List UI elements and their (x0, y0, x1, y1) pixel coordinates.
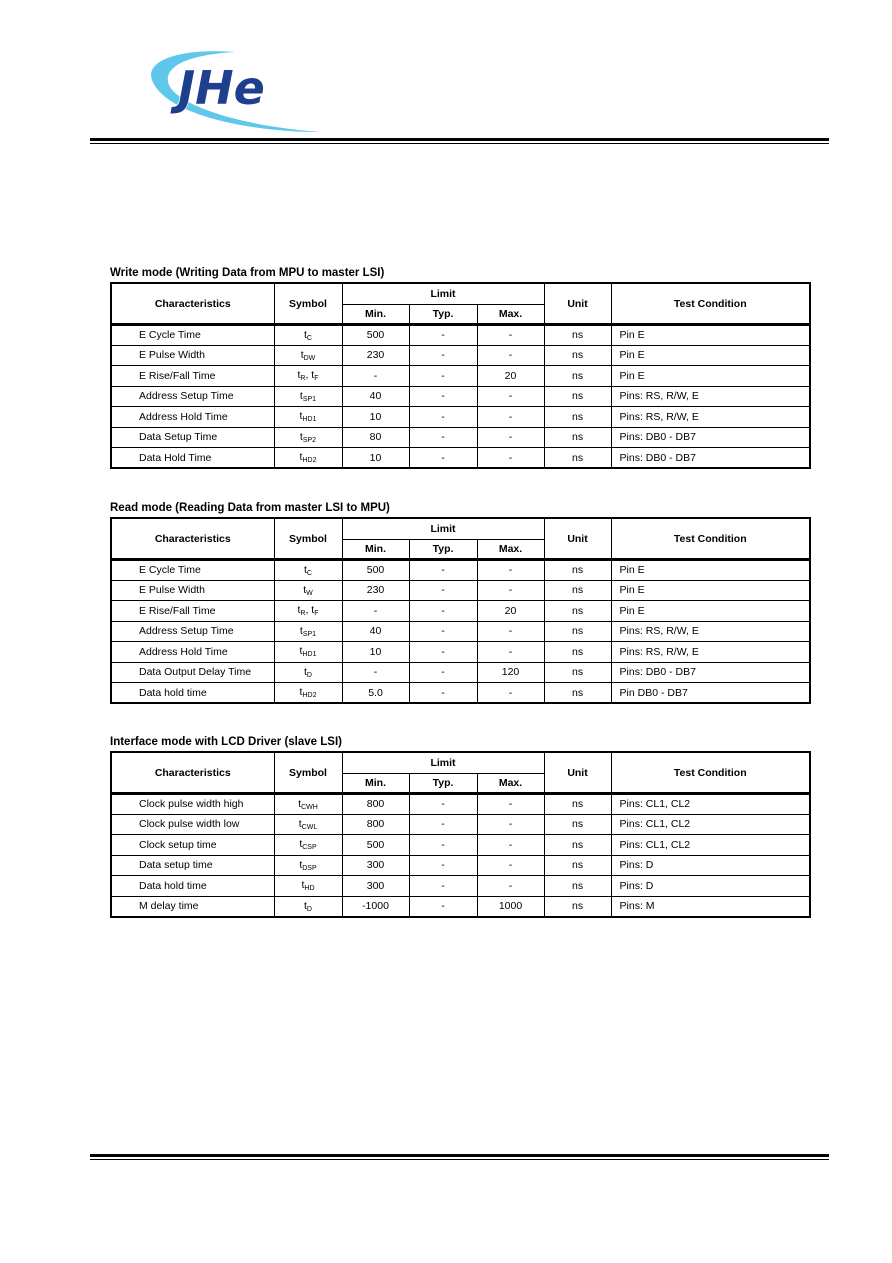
symbol-base: t (304, 563, 307, 576)
cell-unit: ns (544, 580, 611, 601)
cell-symbol (274, 876, 342, 897)
cell-unit: ns (544, 621, 611, 642)
cell-typ: - (409, 345, 477, 366)
cell-min: 300 (342, 876, 409, 897)
cell-min: -1000 (342, 896, 409, 917)
header-min: Min. (342, 305, 409, 325)
header-limit: Limit (342, 518, 544, 540)
cell-min: 80 (342, 427, 409, 448)
cell-typ: - (409, 325, 477, 346)
symbol-base: t (299, 451, 303, 463)
symbol-subscript: D (306, 905, 312, 913)
header-test-condition: Test Condition (611, 518, 810, 560)
cell-min: - (342, 601, 409, 622)
cell-characteristic: E Pulse Width (111, 345, 274, 366)
header-test-condition: Test Condition (611, 752, 810, 794)
header-symbol: Symbol (274, 752, 342, 794)
cell-test-condition: Pins: DB0 - DB7 (611, 427, 810, 448)
table-row (111, 876, 810, 897)
cell-max: - (477, 855, 544, 876)
cell-unit: ns (544, 662, 611, 683)
cell-unit: ns (544, 855, 611, 876)
table-row (111, 662, 810, 683)
header-unit: Unit (544, 752, 611, 794)
header-rule (90, 138, 829, 144)
symbol-base: t (299, 389, 303, 402)
cell-unit: ns (544, 814, 611, 835)
interface-mode-title: Interface mode with LCD Driver (slave LSI) (110, 736, 342, 748)
cell-typ: - (409, 835, 477, 856)
symbol-base: t (297, 369, 301, 382)
header-max: Max. (477, 774, 544, 794)
cell-symbol (274, 855, 342, 876)
cell-typ: - (409, 580, 477, 601)
cell-characteristic: Data Output Delay Time (111, 662, 274, 683)
cell-characteristic: Address Hold Time (111, 642, 274, 663)
cell-unit: ns (544, 876, 611, 897)
cell-symbol (274, 642, 342, 663)
cell-typ: - (409, 386, 477, 407)
cell-typ: - (409, 448, 477, 469)
header-test-condition: Test Condition (611, 283, 810, 325)
cell-symbol (274, 794, 342, 815)
cell-min: 40 (342, 386, 409, 407)
table-row (111, 621, 810, 642)
header-characteristics: Characteristics (111, 518, 274, 560)
cell-unit: ns (544, 325, 611, 346)
symbol-subscript: DW (303, 354, 316, 362)
cell-characteristic: Address Setup Time (111, 621, 274, 642)
cell-min: 10 (342, 642, 409, 663)
cell-max: 120 (477, 662, 544, 683)
cell-characteristic: E Rise/Fall Time (111, 366, 274, 387)
cell-typ: - (409, 407, 477, 428)
cell-min: 40 (342, 621, 409, 642)
symbol-base: t (299, 624, 303, 637)
symbol-base: t (303, 583, 307, 596)
symbol-subscript: SP1 (302, 630, 317, 638)
symbol-subscript: R (300, 610, 306, 618)
table-row (111, 560, 810, 581)
table-row (111, 345, 810, 366)
logo-text: JHe (178, 61, 265, 115)
symbol-subscript: SP1 (302, 395, 317, 403)
cell-test-condition: Pins: D (611, 855, 810, 876)
symbol-subscript: CSP (302, 844, 317, 852)
cell-test-condition: Pins: RS, R/W, E (611, 386, 810, 407)
symbol-subscript: CWH (301, 803, 318, 811)
symbol-subscript: F (314, 610, 319, 618)
cell-characteristic: E Pulse Width (111, 580, 274, 601)
cell-characteristic: E Cycle Time (111, 325, 274, 346)
symbol-subscript: CWL (301, 823, 318, 831)
cell-symbol (274, 427, 342, 448)
read-mode-title: Read mode (Reading Data from master LSI to MPU) (110, 502, 390, 514)
cell-typ: - (409, 896, 477, 917)
cell-characteristic: Data hold time (111, 876, 274, 897)
cell-unit: ns (544, 345, 611, 366)
cell-symbol (274, 662, 342, 683)
cell-characteristic: E Cycle Time (111, 560, 274, 581)
symbol-subscript: DSP (302, 864, 317, 872)
cell-test-condition: Pin E (611, 366, 810, 387)
read-mode-section (110, 499, 809, 704)
footer-rule (90, 1154, 829, 1160)
header-unit: Unit (544, 283, 611, 325)
cell-typ: - (409, 662, 477, 683)
cell-min: 500 (342, 560, 409, 581)
cell-min: 500 (342, 325, 409, 346)
cell-max: - (477, 580, 544, 601)
cell-characteristic: Data hold time (111, 683, 274, 704)
header-min: Min. (342, 540, 409, 560)
cell-test-condition: Pins: CL1, CL2 (611, 794, 810, 815)
cell-symbol (274, 448, 342, 469)
interface-mode-section (110, 733, 809, 918)
table-row (111, 386, 810, 407)
symbol-subscript: R (300, 375, 306, 383)
interface-mode-table (110, 751, 811, 918)
cell-test-condition: Pin DB0 - DB7 (611, 683, 810, 704)
cell-max: - (477, 621, 544, 642)
symbol-base: t (304, 665, 307, 678)
header-typ: Typ. (409, 540, 477, 560)
cell-symbol (274, 835, 342, 856)
read-mode-table (110, 517, 811, 704)
cell-symbol (274, 601, 342, 622)
cell-typ: - (409, 683, 477, 704)
symbol-subscript: SP2 (302, 436, 317, 444)
symbol-subscript: HD2 (302, 692, 317, 699)
cell-max: - (477, 448, 544, 469)
cell-typ: - (409, 366, 477, 387)
symbol-subscript: HD2 (302, 457, 317, 464)
symbol-base: , t (305, 369, 315, 382)
cell-min: 800 (342, 794, 409, 815)
cell-test-condition: Pins: RS, R/W, E (611, 642, 810, 663)
company-logo (140, 40, 330, 140)
cell-characteristic: M delay time (111, 896, 274, 917)
table-row (111, 601, 810, 622)
symbol-base: t (304, 328, 307, 341)
header-min: Min. (342, 774, 409, 794)
cell-max: - (477, 427, 544, 448)
cell-max: - (477, 876, 544, 897)
cell-typ: - (409, 794, 477, 815)
cell-test-condition: Pin E (611, 345, 810, 366)
table-row (111, 683, 810, 704)
cell-typ: - (409, 876, 477, 897)
cell-typ: - (409, 642, 477, 663)
header-symbol: Symbol (274, 518, 342, 560)
cell-symbol (274, 407, 342, 428)
header-limit: Limit (342, 283, 544, 305)
cell-unit: ns (544, 427, 611, 448)
cell-max: - (477, 407, 544, 428)
cell-test-condition: Pins: RS, R/W, E (611, 407, 810, 428)
symbol-base: t (299, 645, 303, 658)
cell-test-condition: Pins: M (611, 896, 810, 917)
symbol-subscript: C (306, 569, 312, 577)
cell-min: 10 (342, 407, 409, 428)
cell-characteristic: Address Setup Time (111, 386, 274, 407)
cell-characteristic: Data Setup Time (111, 427, 274, 448)
header-max: Max. (477, 305, 544, 325)
header-typ: Typ. (409, 774, 477, 794)
cell-symbol (274, 814, 342, 835)
cell-unit: ns (544, 642, 611, 663)
table-row (111, 896, 810, 917)
cell-max: - (477, 835, 544, 856)
cell-min: 230 (342, 345, 409, 366)
cell-characteristic: Clock pulse width high (111, 794, 274, 815)
cell-unit: ns (544, 386, 611, 407)
cell-max: 20 (477, 366, 544, 387)
cell-unit: ns (544, 896, 611, 917)
cell-characteristic: Address Hold Time (111, 407, 274, 428)
cell-typ: - (409, 560, 477, 581)
header-unit: Unit (544, 518, 611, 560)
cell-unit: ns (544, 366, 611, 387)
cell-test-condition: Pins: RS, R/W, E (611, 621, 810, 642)
header-characteristics: Characteristics (111, 752, 274, 794)
table-row (111, 427, 810, 448)
symbol-subscript: F (314, 375, 319, 383)
table-row (111, 642, 810, 663)
table-row (111, 448, 810, 469)
cell-symbol (274, 366, 342, 387)
symbol-base: t (299, 430, 303, 443)
cell-min: 230 (342, 580, 409, 601)
cell-symbol (274, 896, 342, 917)
cell-characteristic: Data Hold Time (111, 448, 274, 469)
cell-characteristic: Clock pulse width low (111, 814, 274, 835)
cell-max: - (477, 345, 544, 366)
cell-min: 10 (342, 448, 409, 469)
symbol-subscript: HD1 (302, 651, 317, 659)
cell-unit: ns (544, 407, 611, 428)
cell-max: 20 (477, 601, 544, 622)
cell-characteristic: Data setup time (111, 855, 274, 876)
cell-typ: - (409, 621, 477, 642)
cell-test-condition: Pins: DB0 - DB7 (611, 448, 810, 469)
table-row (111, 794, 810, 815)
symbol-subscript: D (306, 671, 312, 679)
cell-max: - (477, 642, 544, 663)
cell-min: 5.0 (342, 683, 409, 704)
cell-max: - (477, 560, 544, 581)
table-row (111, 835, 810, 856)
cell-test-condition: Pins: CL1, CL2 (611, 814, 810, 835)
symbol-base: t (301, 879, 305, 892)
cell-test-condition: Pin E (611, 325, 810, 346)
cell-max: 1000 (477, 896, 544, 917)
cell-symbol (274, 683, 342, 704)
symbol-base: t (298, 817, 302, 830)
cell-max: - (477, 386, 544, 407)
cell-unit: ns (544, 601, 611, 622)
table-row (111, 814, 810, 835)
table-row (111, 580, 810, 601)
cell-typ: - (409, 601, 477, 622)
cell-unit: ns (544, 794, 611, 815)
cell-test-condition: Pin E (611, 580, 810, 601)
header-typ: Typ. (409, 305, 477, 325)
header-max: Max. (477, 540, 544, 560)
header-characteristics: Characteristics (111, 283, 274, 325)
cell-test-condition: Pins: D (611, 876, 810, 897)
cell-min: - (342, 366, 409, 387)
cell-symbol (274, 580, 342, 601)
cell-unit: ns (544, 835, 611, 856)
header-limit: Limit (342, 752, 544, 774)
cell-min: 300 (342, 855, 409, 876)
table-row (111, 407, 810, 428)
cell-unit: ns (544, 683, 611, 704)
cell-symbol (274, 345, 342, 366)
cell-max: - (477, 794, 544, 815)
cell-max: - (477, 814, 544, 835)
cell-unit: ns (544, 448, 611, 469)
symbol-base: t (299, 410, 303, 423)
cell-test-condition: Pin E (611, 560, 810, 581)
header-symbol: Symbol (274, 283, 342, 325)
cell-max: - (477, 683, 544, 704)
symbol-base: t (298, 797, 302, 810)
symbol-base: , t (305, 604, 315, 617)
cell-characteristic: Clock setup time (111, 835, 274, 856)
cell-symbol (274, 325, 342, 346)
symbol-base: t (297, 604, 301, 617)
cell-min: 500 (342, 835, 409, 856)
symbol-subscript: HD (304, 885, 315, 893)
symbol-base: t (299, 838, 303, 851)
cell-typ: - (409, 855, 477, 876)
cell-symbol (274, 560, 342, 581)
symbol-subscript: W (306, 589, 313, 597)
cell-test-condition: Pins: DB0 - DB7 (611, 662, 810, 683)
symbol-subscript: C (306, 334, 312, 342)
cell-min: - (342, 662, 409, 683)
table-row (111, 855, 810, 876)
cell-test-condition: Pins: CL1, CL2 (611, 835, 810, 856)
cell-min: 800 (342, 814, 409, 835)
write-mode-table (110, 282, 811, 469)
symbol-base: t (299, 686, 303, 698)
symbol-base: t (300, 348, 304, 361)
cell-symbol (274, 386, 342, 407)
table-row (111, 366, 810, 387)
write-mode-section (110, 264, 809, 469)
cell-unit: ns (544, 560, 611, 581)
write-mode-title: Write mode (Writing Data from MPU to master LSI) (110, 267, 385, 279)
cell-symbol (274, 621, 342, 642)
table-row (111, 325, 810, 346)
symbol-subscript: HD1 (302, 416, 317, 424)
cell-max: - (477, 325, 544, 346)
cell-characteristic: E Rise/Fall Time (111, 601, 274, 622)
cell-typ: - (409, 427, 477, 448)
symbol-base: t (304, 899, 307, 912)
symbol-base: t (299, 858, 303, 871)
cell-typ: - (409, 814, 477, 835)
cell-test-condition: Pin E (611, 601, 810, 622)
